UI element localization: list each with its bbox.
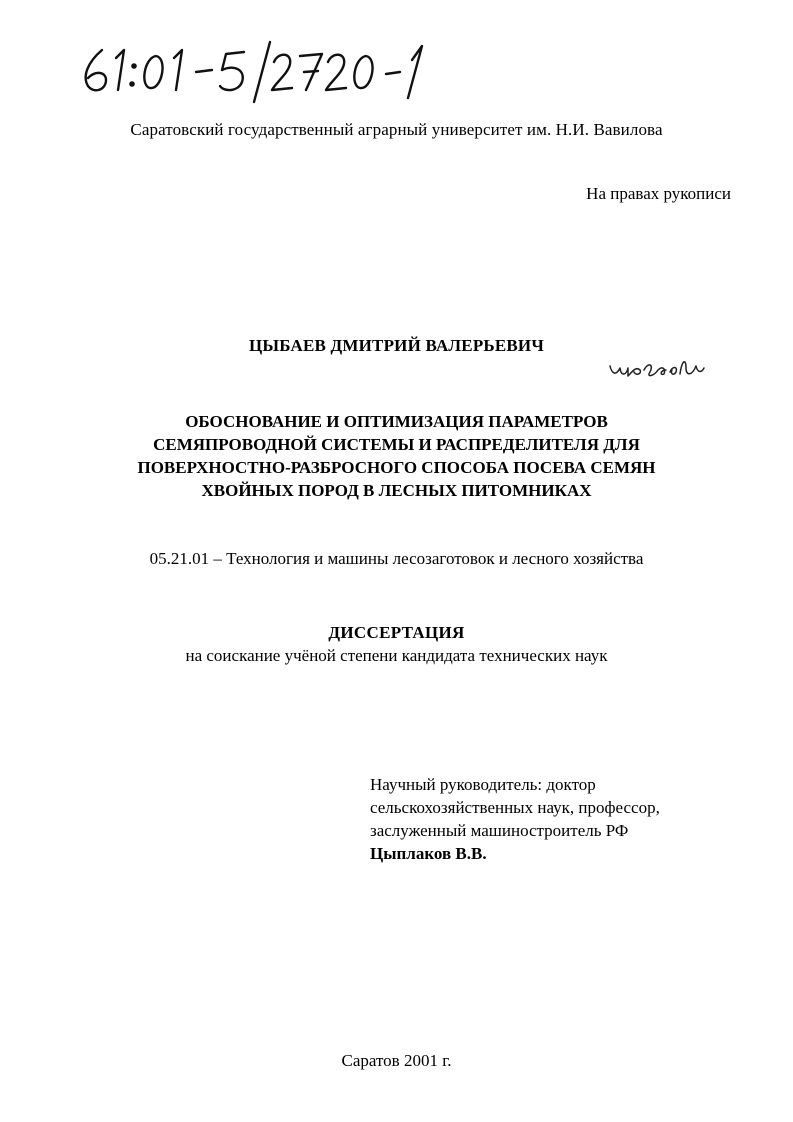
document-type: ДИССЕРТАЦИЯ [328, 623, 465, 642]
handwritten-archive-stamp [74, 36, 434, 106]
title-line: ОБОСНОВАНИЕ И ОПТИМИЗАЦИЯ ПАРАМЕТРОВ [185, 412, 608, 431]
university-name: Саратовский государственный аграрный университет им. Н.И. Вавилова [130, 120, 663, 139]
dissertation-title [0, 410, 793, 502]
supervisor-line: сельскохозяйственных наук, профессор, [370, 798, 660, 817]
title-line: ХВОЙНЫХ ПОРОД В ЛЕСНЫХ ПИТОМНИКАХ [201, 481, 592, 500]
specialty-code: 05.21.01 – Технология и машины лесозаготовок и лесного хозяйства [149, 549, 644, 568]
handwritten-stamp-drawing [74, 36, 434, 106]
author-name: ЦЫБАЕВ ДМИТРИЙ ВАЛЕРЬЕВИЧ [248, 336, 545, 355]
author-signature [606, 354, 706, 386]
scientific-supervisor [370, 773, 660, 865]
supervisor-name: Цыплаков В.В. [370, 844, 487, 863]
supervisor-line: Научный руководитель: доктор [370, 775, 596, 794]
city-and-year: Саратов 2001 г. [341, 1051, 452, 1070]
degree-description: на соискание учёной степени кандидата технических наук [185, 646, 608, 665]
signature-drawing [606, 354, 706, 386]
title-line: ПОВЕРХНОСТНО-РАЗБРОСНОГО СПОСОБА ПОСЕВА СЕМЯН [137, 458, 656, 477]
supervisor-line: заслуженный машиностроитель РФ [370, 821, 629, 840]
manuscript-rights-note: На правах рукописи [586, 184, 731, 203]
title-line: СЕМЯПРОВОДНОЙ СИСТЕМЫ И РАСПРЕДЕЛИТЕЛЯ ДЛЯ [153, 435, 640, 454]
